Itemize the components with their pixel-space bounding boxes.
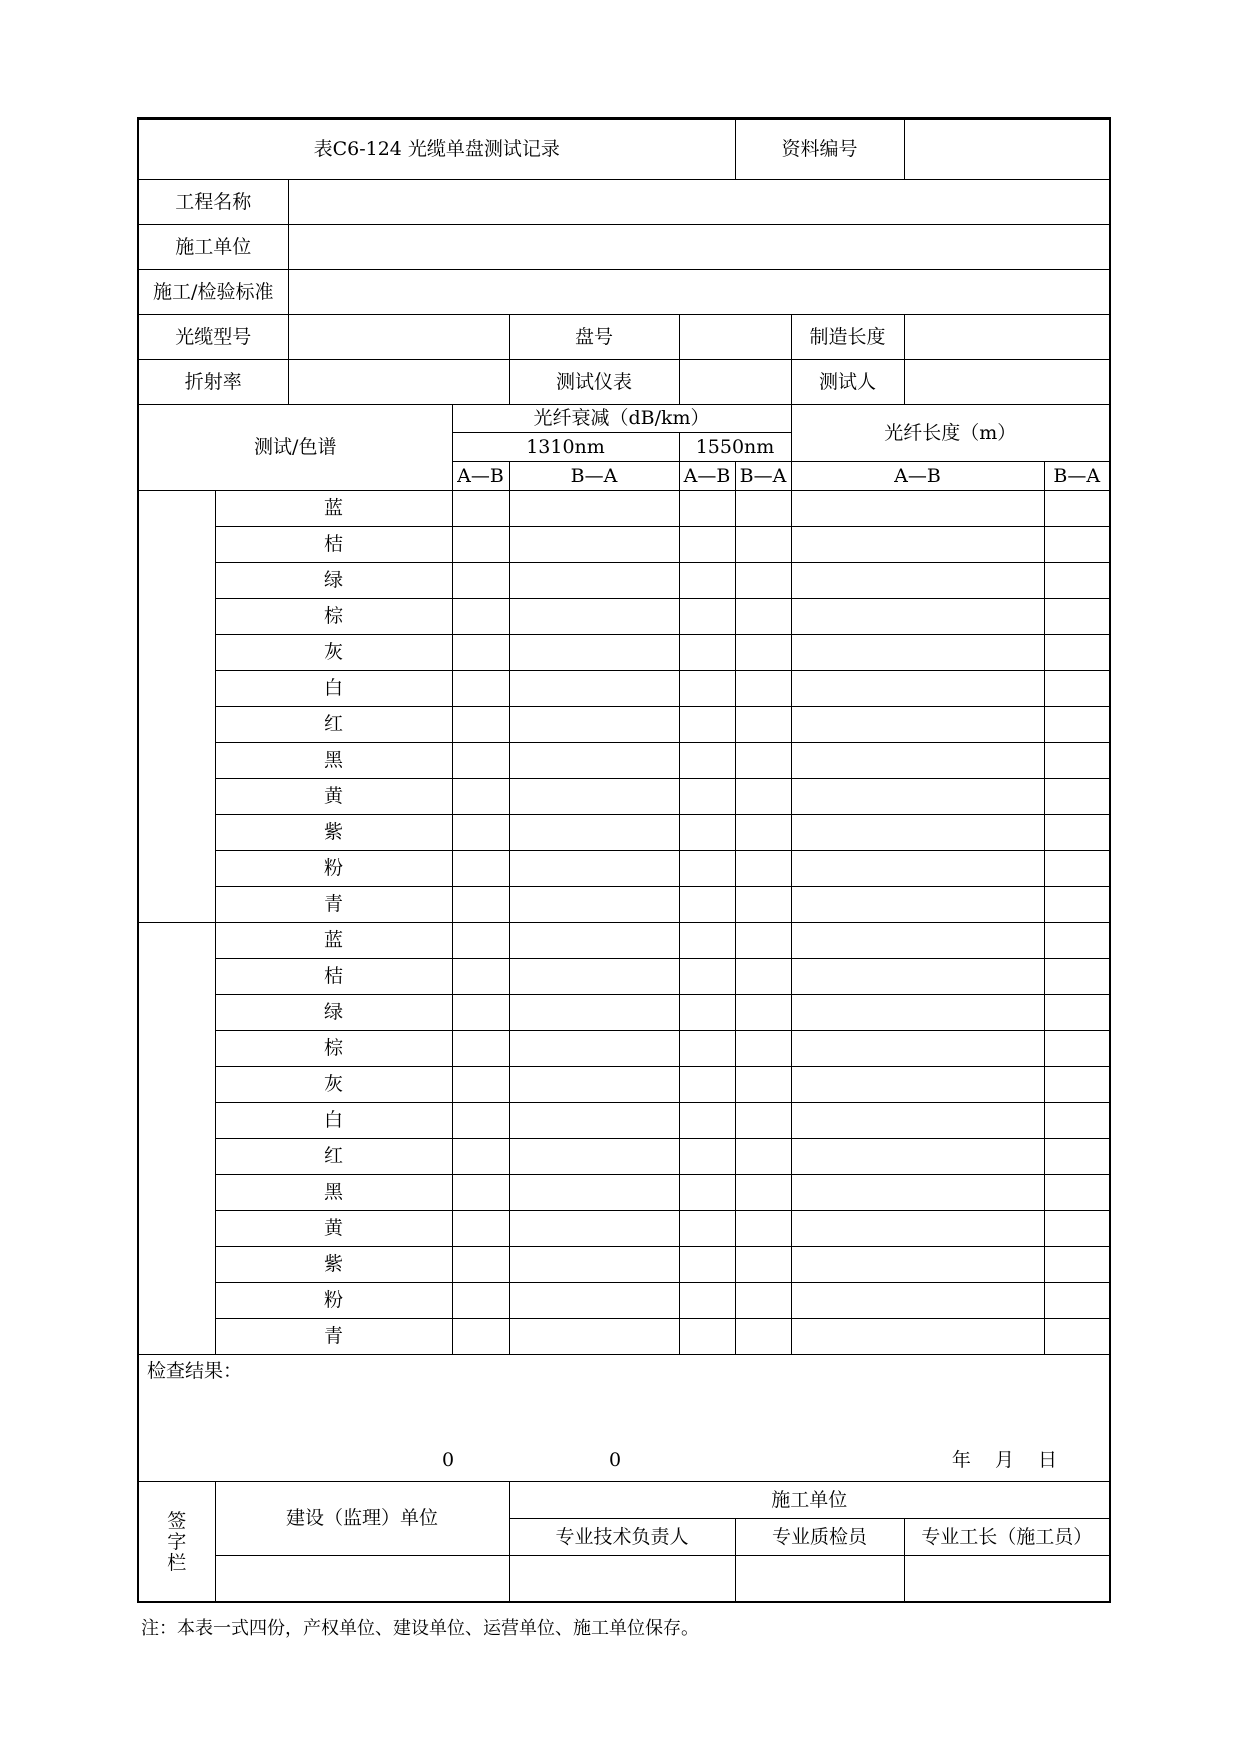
att-1310-ba-cell[interactable] <box>509 599 679 635</box>
refractive-index-label: 折射率 <box>139 360 288 405</box>
fiber-color-label: 棕 <box>215 599 452 635</box>
att-1550-ab-cell[interactable] <box>679 779 735 815</box>
att-1550-ab-cell[interactable] <box>679 1211 735 1247</box>
att-1310-ab-cell[interactable] <box>452 779 509 815</box>
length-ab-cell[interactable] <box>791 707 1044 743</box>
length-ab-cell[interactable] <box>791 635 1044 671</box>
length-ba-cell[interactable] <box>1044 563 1109 599</box>
mfg-length-field[interactable] <box>904 315 1109 360</box>
reel-no-field[interactable] <box>679 315 791 360</box>
fiber-color-label: 灰 <box>215 1067 452 1103</box>
att-1550-ab-cell[interactable] <box>679 1175 735 1211</box>
fiber-color-label: 绿 <box>215 995 452 1031</box>
fiber-color-label: 青 <box>215 1319 452 1355</box>
length-ba-cell[interactable] <box>1044 1247 1109 1283</box>
supervision-unit-label: 建设（监理）单位 <box>215 1482 509 1556</box>
att-1310-ba-cell[interactable] <box>509 671 679 707</box>
length-ba-cell[interactable] <box>1044 1031 1109 1067</box>
att-1550-ba-cell[interactable] <box>735 1175 791 1211</box>
att-1550-ba-cell[interactable] <box>735 1031 791 1067</box>
att-1310-ab-cell[interactable] <box>452 599 509 635</box>
att-1310-ab-cell[interactable] <box>452 1247 509 1283</box>
fiber-row <box>139 527 1109 563</box>
fiber-row <box>139 1319 1109 1355</box>
length-ba-cell[interactable] <box>1044 1103 1109 1139</box>
att-1550-ab-cell[interactable] <box>679 1247 735 1283</box>
att-1310-ab-cell[interactable] <box>452 959 509 995</box>
att-1310-ab-cell[interactable] <box>452 1211 509 1247</box>
att-1550-ab-cell[interactable] <box>679 959 735 995</box>
att-1550-ab-cell[interactable] <box>679 707 735 743</box>
length-ba-header: B—A <box>1044 462 1109 491</box>
construction-unit-field[interactable] <box>288 225 1109 270</box>
fiber-row <box>139 599 1109 635</box>
footnote: 注：本表一式四份，产权单位、建设单位、运营单位、施工单位保存。 <box>141 1618 699 1639</box>
att-1310-ba-cell[interactable] <box>509 1103 679 1139</box>
result-date: 年 月 日 <box>951 1449 1058 1472</box>
att-1310-ba-cell[interactable] <box>509 1211 679 1247</box>
att-1310-ab-cell[interactable] <box>452 1319 509 1355</box>
att-1310-ba-cell[interactable] <box>509 1139 679 1175</box>
att-1550-ab-cell[interactable] <box>679 527 735 563</box>
length-ba-cell[interactable] <box>1044 491 1109 527</box>
fiber-row <box>139 1103 1109 1139</box>
fiber-color-label: 桔 <box>215 527 452 563</box>
fiber-group-1 <box>139 491 1109 923</box>
att-1310-ba-cell[interactable] <box>509 815 679 851</box>
construction-unit-label: 施工单位 <box>139 225 288 270</box>
length-ab-cell[interactable] <box>791 1031 1044 1067</box>
att-1310-ab-cell[interactable] <box>452 635 509 671</box>
att-1310-ab-cell[interactable] <box>452 491 509 527</box>
fiber-row <box>139 1031 1109 1067</box>
att-1310-ba-cell[interactable] <box>509 491 679 527</box>
length-ab-cell[interactable] <box>791 959 1044 995</box>
att-1550-ab-cell[interactable] <box>679 815 735 851</box>
att-1550-ba-cell[interactable] <box>735 1319 791 1355</box>
supervision-signature-field[interactable] <box>215 1556 509 1603</box>
att-1550-ab-cell[interactable] <box>679 1067 735 1103</box>
construction-unit-sign-header: 施工单位 <box>509 1482 1109 1519</box>
test-instrument-label: 测试仪表 <box>509 360 679 405</box>
att-1550-ba-cell[interactable] <box>735 491 791 527</box>
refractive-index-field[interactable] <box>288 360 509 405</box>
att-1310-ab-cell[interactable] <box>452 923 509 959</box>
doc-no-label: 资料编号 <box>735 120 904 180</box>
att-1550-ab-cell[interactable] <box>679 635 735 671</box>
att-1550-ba-cell[interactable] <box>735 1139 791 1175</box>
wavelength-1310-header: 1310nm <box>452 433 679 462</box>
att-1550-ab-cell[interactable] <box>679 851 735 887</box>
length-ab-cell[interactable] <box>791 779 1044 815</box>
att-1310-ba-cell[interactable] <box>509 743 679 779</box>
att-1550-ba-cell[interactable] <box>735 779 791 815</box>
fiber-row <box>139 887 1109 923</box>
att-1550-ab-cell[interactable] <box>679 1139 735 1175</box>
att-1550-ab-cell[interactable] <box>679 1031 735 1067</box>
att-1550-ab-cell[interactable] <box>679 1103 735 1139</box>
att-1310-ab-cell[interactable] <box>452 563 509 599</box>
att-1310-ab-header: A—B <box>452 462 509 491</box>
length-ab-cell[interactable] <box>791 923 1044 959</box>
length-ab-cell[interactable] <box>791 599 1044 635</box>
att-1310-ab-cell[interactable] <box>452 671 509 707</box>
attenuation-header: 光纤衰减（dB/km） <box>452 405 791 433</box>
fiber-color-label: 灰 <box>215 635 452 671</box>
fiber-row <box>139 1211 1109 1247</box>
wavelength-1550-header: 1550nm <box>679 433 791 462</box>
att-1550-ab-cell[interactable] <box>679 887 735 923</box>
length-ab-cell[interactable] <box>791 887 1044 923</box>
fiber-row <box>139 1067 1109 1103</box>
test-color-header: 测试/色谱 <box>139 405 452 491</box>
length-ba-cell[interactable] <box>1044 1283 1109 1319</box>
fiber-group-2-label-cell <box>139 923 215 1355</box>
fiber-color-label: 蓝 <box>215 923 452 959</box>
att-1310-ba-cell[interactable] <box>509 923 679 959</box>
length-ba-cell[interactable] <box>1044 887 1109 923</box>
att-1550-ab-cell[interactable] <box>679 743 735 779</box>
att-1550-ab-cell[interactable] <box>679 1283 735 1319</box>
fiber-color-label: 黑 <box>215 1175 452 1211</box>
att-1310-ba-cell[interactable] <box>509 707 679 743</box>
att-1550-ba-cell[interactable] <box>735 1283 791 1319</box>
length-ba-cell[interactable] <box>1044 671 1109 707</box>
fiber-row <box>139 959 1109 995</box>
fiber-row <box>139 923 1109 959</box>
att-1310-ba-cell[interactable] <box>509 1175 679 1211</box>
foreman-signature-field[interactable] <box>904 1556 1109 1603</box>
foreman-label: 专业工长（施工员） <box>904 1519 1109 1556</box>
att-1310-ab-cell[interactable] <box>452 743 509 779</box>
reel-no-label: 盘号 <box>509 315 679 360</box>
length-ab-cell[interactable] <box>791 1319 1044 1355</box>
length-ab-header: A—B <box>791 462 1044 491</box>
att-1310-ba-cell[interactable] <box>509 1067 679 1103</box>
project-name-label: 工程名称 <box>139 180 288 225</box>
att-1310-ba-header: B—A <box>509 462 679 491</box>
fiber-color-label: 黄 <box>215 1211 452 1247</box>
length-ab-cell[interactable] <box>791 995 1044 1031</box>
cable-type-field[interactable] <box>288 315 509 360</box>
length-ba-cell[interactable] <box>1044 743 1109 779</box>
att-1310-ab-cell[interactable] <box>452 851 509 887</box>
length-ba-cell[interactable] <box>1044 1211 1109 1247</box>
length-ba-cell[interactable] <box>1044 635 1109 671</box>
test-record-form <box>137 117 1111 1603</box>
form-title: 表C6-124 光缆单盘测试记录 <box>139 120 735 180</box>
att-1550-ab-cell[interactable] <box>679 1319 735 1355</box>
length-ba-cell[interactable] <box>1044 527 1109 563</box>
fiber-length-header: 光纤长度（m） <box>791 405 1109 462</box>
fiber-color-label: 黄 <box>215 779 452 815</box>
att-1550-ba-cell[interactable] <box>735 563 791 599</box>
result-value-1: 0 <box>442 1449 455 1472</box>
length-ab-cell[interactable] <box>791 815 1044 851</box>
fiber-row <box>139 743 1109 779</box>
fiber-color-label: 绿 <box>215 563 452 599</box>
att-1310-ba-cell[interactable] <box>509 527 679 563</box>
att-1310-ba-cell[interactable] <box>509 1247 679 1283</box>
length-ba-cell[interactable] <box>1044 779 1109 815</box>
inspection-result-label: 检查结果： <box>147 1360 243 1382</box>
att-1310-ba-cell[interactable] <box>509 1031 679 1067</box>
fiber-color-label: 红 <box>215 707 452 743</box>
fiber-row <box>139 491 1109 527</box>
att-1310-ba-cell[interactable] <box>509 635 679 671</box>
fiber-color-label: 棕 <box>215 1031 452 1067</box>
att-1550-ba-cell[interactable] <box>735 1103 791 1139</box>
tester-field[interactable] <box>904 360 1109 405</box>
fiber-row <box>139 815 1109 851</box>
length-ab-cell[interactable] <box>791 671 1044 707</box>
length-ba-cell[interactable] <box>1044 923 1109 959</box>
att-1550-ab-cell[interactable] <box>679 491 735 527</box>
inspection-result-cell[interactable] <box>139 1355 1109 1482</box>
att-1550-ba-cell[interactable] <box>735 599 791 635</box>
length-ab-cell[interactable] <box>791 491 1044 527</box>
att-1310-ab-cell[interactable] <box>452 995 509 1031</box>
att-1550-ba-cell[interactable] <box>735 671 791 707</box>
fiber-color-label: 红 <box>215 1139 452 1175</box>
att-1550-ba-cell[interactable] <box>735 707 791 743</box>
standard-field[interactable] <box>288 270 1109 315</box>
att-1310-ba-cell[interactable] <box>509 1319 679 1355</box>
cable-type-label: 光缆型号 <box>139 315 288 360</box>
doc-no-field[interactable] <box>904 120 1109 180</box>
att-1550-ba-cell[interactable] <box>735 743 791 779</box>
fiber-row <box>139 1139 1109 1175</box>
fiber-row <box>139 1283 1109 1319</box>
tech-lead-signature-field[interactable] <box>509 1556 735 1603</box>
att-1550-ba-cell[interactable] <box>735 923 791 959</box>
fiber-color-label: 紫 <box>215 815 452 851</box>
att-1550-ba-cell[interactable] <box>735 527 791 563</box>
att-1550-ba-cell[interactable] <box>735 1067 791 1103</box>
tech-lead-label: 专业技术负责人 <box>509 1519 735 1556</box>
fiber-color-label: 紫 <box>215 1247 452 1283</box>
att-1310-ba-cell[interactable] <box>509 959 679 995</box>
tester-label: 测试人 <box>791 360 904 405</box>
length-ba-cell[interactable] <box>1044 707 1109 743</box>
att-1550-ab-cell[interactable] <box>679 599 735 635</box>
length-ba-cell[interactable] <box>1044 851 1109 887</box>
att-1550-ab-cell[interactable] <box>679 995 735 1031</box>
att-1550-ab-cell[interactable] <box>679 923 735 959</box>
att-1550-ba-cell[interactable] <box>735 959 791 995</box>
length-ab-cell[interactable] <box>791 743 1044 779</box>
length-ab-cell[interactable] <box>791 1247 1044 1283</box>
project-name-field[interactable] <box>288 180 1109 225</box>
fiber-color-label: 白 <box>215 1103 452 1139</box>
mfg-length-label: 制造长度 <box>791 315 904 360</box>
length-ab-cell[interactable] <box>791 1175 1044 1211</box>
length-ba-cell[interactable] <box>1044 1319 1109 1355</box>
att-1310-ab-cell[interactable] <box>452 707 509 743</box>
att-1310-ba-cell[interactable] <box>509 779 679 815</box>
fiber-row <box>139 779 1109 815</box>
length-ab-cell[interactable] <box>791 1139 1044 1175</box>
fiber-row <box>139 671 1109 707</box>
att-1310-ab-cell[interactable] <box>452 1067 509 1103</box>
att-1550-ba-cell[interactable] <box>735 995 791 1031</box>
length-ba-cell[interactable] <box>1044 599 1109 635</box>
qc-inspector-label: 专业质检员 <box>735 1519 904 1556</box>
att-1310-ba-cell[interactable] <box>509 851 679 887</box>
fiber-row <box>139 1247 1109 1283</box>
fiber-row <box>139 995 1109 1031</box>
length-ba-cell[interactable] <box>1044 1175 1109 1211</box>
signature-column-label: 签 字 栏 <box>139 1482 215 1603</box>
length-ba-cell[interactable] <box>1044 1139 1109 1175</box>
att-1310-ba-cell[interactable] <box>509 1283 679 1319</box>
att-1550-ba-cell[interactable] <box>735 1211 791 1247</box>
fiber-color-label: 青 <box>215 887 452 923</box>
att-1310-ab-cell[interactable] <box>452 527 509 563</box>
att-1310-ab-cell[interactable] <box>452 1103 509 1139</box>
att-1310-ba-cell[interactable] <box>509 563 679 599</box>
fiber-color-label: 桔 <box>215 959 452 995</box>
length-ab-cell[interactable] <box>791 1283 1044 1319</box>
att-1310-ba-cell[interactable] <box>509 887 679 923</box>
fiber-group-2 <box>139 923 1109 1355</box>
result-value-2: 0 <box>609 1449 622 1472</box>
length-ab-cell[interactable] <box>791 851 1044 887</box>
test-instrument-field[interactable] <box>679 360 791 405</box>
fiber-row <box>139 563 1109 599</box>
fiber-group-1-label-cell <box>139 491 215 923</box>
att-1310-ab-cell[interactable] <box>452 887 509 923</box>
att-1550-ab-cell[interactable] <box>679 671 735 707</box>
fiber-color-label: 粉 <box>215 851 452 887</box>
att-1310-ab-cell[interactable] <box>452 1139 509 1175</box>
att-1550-ab-cell[interactable] <box>679 563 735 599</box>
length-ab-cell[interactable] <box>791 1103 1044 1139</box>
fiber-color-label: 粉 <box>215 1283 452 1319</box>
att-1310-ab-cell[interactable] <box>452 1031 509 1067</box>
fiber-color-label: 白 <box>215 671 452 707</box>
att-1550-ba-cell[interactable] <box>735 887 791 923</box>
length-ba-cell[interactable] <box>1044 995 1109 1031</box>
fiber-color-label: 黑 <box>215 743 452 779</box>
att-1310-ab-cell[interactable] <box>452 1283 509 1319</box>
length-ab-cell[interactable] <box>791 527 1044 563</box>
length-ab-cell[interactable] <box>791 1067 1044 1103</box>
length-ba-cell[interactable] <box>1044 1067 1109 1103</box>
fiber-color-label: 蓝 <box>215 491 452 527</box>
att-1550-ba-header: B—A <box>735 462 791 491</box>
length-ba-cell[interactable] <box>1044 815 1109 851</box>
record-table <box>139 119 1109 1603</box>
att-1310-ba-cell[interactable] <box>509 995 679 1031</box>
length-ab-cell[interactable] <box>791 563 1044 599</box>
att-1550-ba-cell[interactable] <box>735 851 791 887</box>
att-1550-ba-cell[interactable] <box>735 815 791 851</box>
att-1310-ab-cell[interactable] <box>452 815 509 851</box>
fiber-row <box>139 851 1109 887</box>
standard-label: 施工/检验标准 <box>139 270 288 315</box>
att-1550-ab-header: A—B <box>679 462 735 491</box>
fiber-row <box>139 635 1109 671</box>
qc-signature-field[interactable] <box>735 1556 904 1603</box>
att-1310-ab-cell[interactable] <box>452 1175 509 1211</box>
fiber-row <box>139 1175 1109 1211</box>
length-ab-cell[interactable] <box>791 1211 1044 1247</box>
fiber-row <box>139 707 1109 743</box>
att-1550-ba-cell[interactable] <box>735 1247 791 1283</box>
att-1550-ba-cell[interactable] <box>735 635 791 671</box>
length-ba-cell[interactable] <box>1044 959 1109 995</box>
